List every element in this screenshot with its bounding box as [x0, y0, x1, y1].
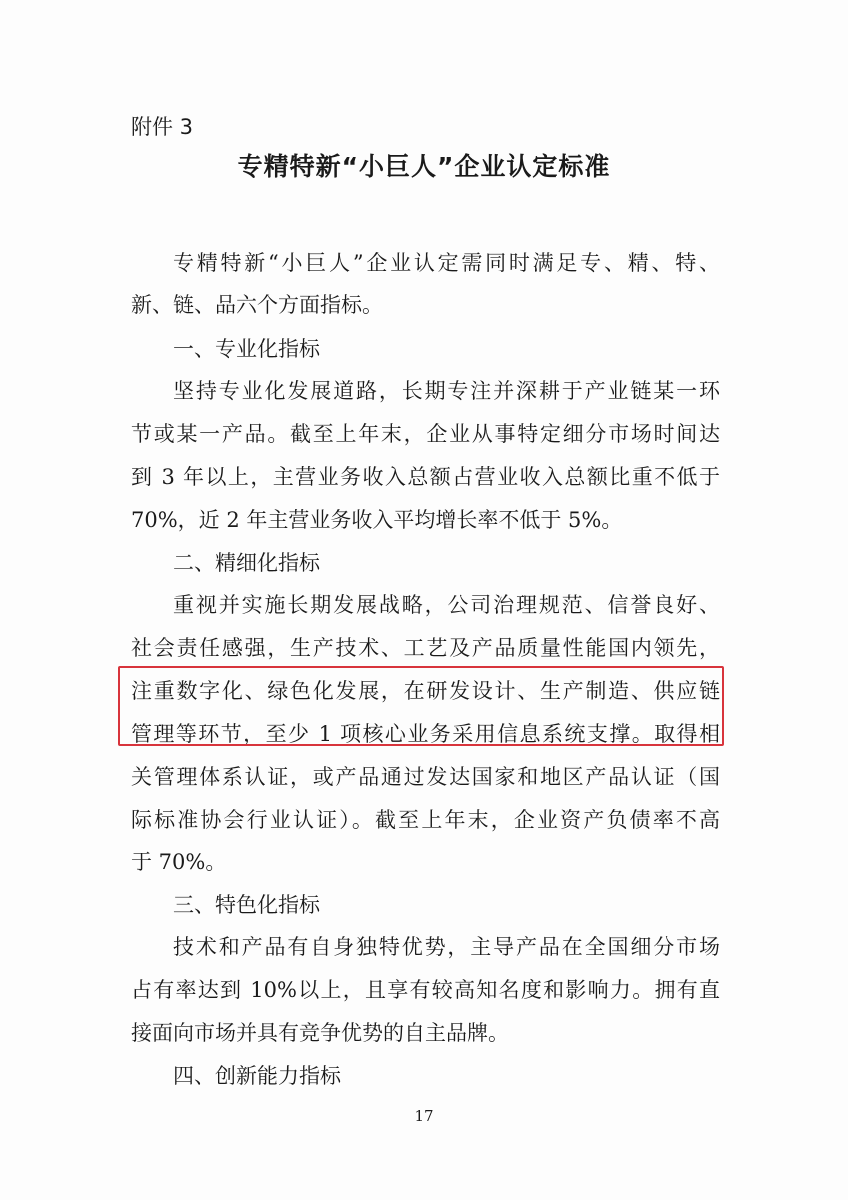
paragraph-line: 际标准协会行业认证）。截至上年末，企业资产负债率不高 — [131, 808, 720, 832]
section-heading-refinement: 二、精细化指标 — [173, 551, 320, 575]
page-number: 17 — [414, 1107, 434, 1125]
section-heading-specialty: 三、特色化指标 — [173, 893, 320, 917]
highlight-annotation-box — [118, 666, 724, 746]
section-heading-specialization: 一、专业化指标 — [173, 337, 320, 361]
section-heading-innovation: 四、创新能力指标 — [173, 1064, 341, 1088]
paragraph-line-highlighted: 注重数字化、绿色化发展，在研发设计、生产制造、供应链 — [131, 679, 720, 703]
attachment-label: 附件 3 — [131, 115, 194, 139]
paragraph-line: 到 3 年以上，主营业务收入总额占营业收入总额比重不低于 — [131, 465, 720, 489]
paragraph-line: 于 70%。 — [131, 850, 227, 874]
paragraph-line: 节或某一产品。截至上年末，企业从事特定细分市场时间达 — [131, 422, 720, 446]
paragraph-line: 接面向市场并具有竞争优势的自主品牌。 — [131, 1021, 509, 1045]
intro-line-1: 专精特新“小巨人”企业认定需同时满足专、精、特、 — [173, 251, 720, 275]
paragraph-line: 占有率达到 10%以上，且享有较高知名度和影响力。拥有直 — [131, 978, 720, 1002]
paragraph-line-highlighted: 管理等环节，至少 1 项核心业务采用信息系统支撑。取得相 — [131, 722, 720, 746]
paragraph-line: 70%，近 2 年主营业务收入平均增长率不低于 5%。 — [131, 508, 623, 532]
paragraph-line: 关管理体系认证，或产品通过发达国家和地区产品认证（国 — [131, 765, 720, 789]
paragraph-line: 社会责任感强，生产技术、工艺及产品质量性能国内领先， — [131, 636, 720, 660]
paragraph-line: 坚持专业化发展道路，长期专注并深耕于产业链某一环 — [173, 379, 720, 403]
document-title: 专精特新“小巨人”企业认定标准 — [237, 152, 611, 181]
paragraph-line: 重视并实施长期发展战略，公司治理规范、信誉良好、 — [173, 593, 720, 617]
intro-line-2: 新、链、品六个方面指标。 — [131, 293, 383, 317]
paragraph-line: 技术和产品有自身独特优势，主导产品在全国细分市场 — [173, 935, 720, 959]
